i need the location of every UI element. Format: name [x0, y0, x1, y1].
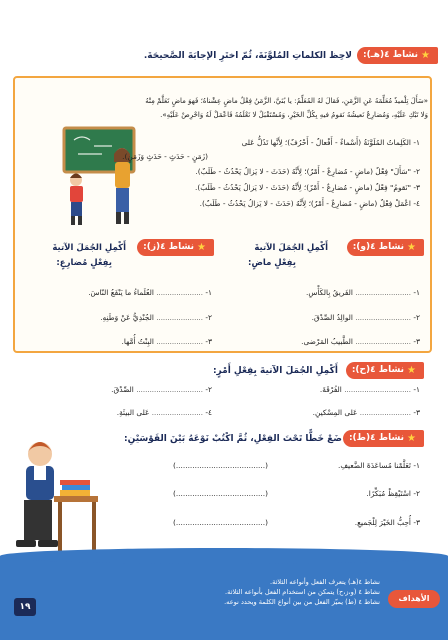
star-icon: ★: [407, 242, 416, 253]
activity-z-item-2: ٢- ..................... الجُنْدِيُّ عَنْ وَطَنِهِ.: [100, 313, 212, 322]
objective-3: نشاط ٤ (ط) يميّز الفعل من بين أنواع الكلمة ويحدد نوعه.: [224, 598, 380, 606]
activity-h-title: لاحِظ الكلماتِ المُلوَّنَةَ، ثُمّ اختَرِ الإجابَةَ الصَّحيحَةَ.: [143, 51, 352, 61]
objective-2: نشاط ٤ (و،ز،ح) يتمكن من استخدام الفعل بأنواعه الثلاثة.: [225, 588, 380, 596]
teacher-student-illustration: [42, 124, 152, 228]
passage-line-1: «سَأَلَ تِلْميذٌ مُعَلِّمَهُ عَنِ الزَّمَنِ، فَقالَ لهُ المُعَلِّمُ: يا بُنَيَّ، الزَّمَنُ فِعْلٌ ماضٍ عِشْناهُ؛ فَهوَ ماضٍ تَعَلَّمْ مِنْهُ: [145, 97, 428, 105]
activity-w-title: أَكْمِلِ الجُمَلَ الآتيةَ: [254, 243, 328, 253]
activity-w-subtitle: بِفِعْلٍ ماضٍ:: [248, 258, 296, 268]
activity-h2-item-2: ٢- .............................. الصِّدْقَ.: [111, 385, 212, 394]
activity-z-item-3: ٣- ..................... البِنْتُ أُمَّها.: [121, 337, 212, 346]
activity-w-item-3: ٣- ......................... الطَّبيبُ المَرْضى.: [301, 337, 420, 346]
activity-t-item-3: ٣- أُحِبُّ الخَيْرَ لِلْجَميعِ.: [354, 518, 420, 527]
question-2: ٢- "سَأَلَ" فِعْلٌ (ماضٍ - مُضارِعٌ - أَمْرٌ)؛ لِأَنَّهُ (حَدَثَ - لا يَزالُ يَحْدُثُ - طَلَبٌ).: [195, 167, 420, 176]
activity-t-item-1: ١- تَعَلَّمْنا مُساعَدَةَ الضَّعيفِ.: [337, 461, 420, 470]
activity-h2-title: أَكْمِلِ الجُمَلَ الآتيةَ بِفِعْلِ أَمْرٍ:: [212, 366, 338, 376]
activity-w-tag: ★ نشاط ٤(و):: [347, 239, 424, 256]
activity-h2-item-4: ٤- ....................... عَلى البيئَةِ.: [116, 408, 212, 417]
star-icon: ★: [197, 242, 206, 253]
passage-line-2: وَلا تَبْكِ عَلَيْهِ، وَمُضارِعٌ نَعيشُهُ نَقومُ فيهِ بِكُلِّ الخَيْرِ، وَمُسْتَقْبَلٌ لا نَعْلَمُهُ فَاعْمَلْ لَهُ وَاحْرِصْ عَلَيْهِ».: [160, 111, 428, 119]
question-1-options: (زَمَنٍ - حَدَثٍ - حَدَثٍ وَزَمَنٍ).: [122, 152, 208, 161]
activity-z-subtitle: بِفِعْلٍ مُضارِعٍ:: [56, 258, 112, 268]
star-icon: ★: [421, 50, 430, 61]
activity-z-tag: ★ نشاط ٤(ز):: [137, 239, 214, 256]
activity-h-tag-label: نشاط ٤(هـ):: [362, 50, 419, 60]
activity-t-blank-2: (......................................): [172, 489, 268, 498]
question-4: ٤- اعْمَلْ فِعْلٌ (ماضٍ - مُضارِعٌ - أَمْرٌ)؛ لِأَنَّهُ (حَدَثَ - لا يَزالُ يَحْدُثُ - طَلَبٌ).: [199, 199, 420, 208]
activity-t-tag: ★ نشاط ٤(ط):: [343, 430, 424, 447]
star-icon: ★: [407, 365, 416, 376]
boy-at-desk-illustration: [10, 436, 102, 566]
activity-z-title: أَكْمِلِ الجُمَلَ الآتيةَ: [52, 243, 126, 253]
activity-h2-tag: ★ نشاط ٤(ح):: [346, 362, 424, 379]
activity-h2-item-3: ٣- ....................... عَلى المِسْكينِ.: [312, 408, 420, 417]
activity-t-item-2: ٢- اسْتَيْقِظْ مُبَكِّرًا.: [366, 489, 420, 498]
activity-t-blank-1: (......................................): [172, 461, 268, 470]
activity-w-item-2: ٢- ......................... الوالِدُ الصِّدْقَ.: [311, 313, 420, 322]
activity-z-item-1: ١- ..................... العُلَماءُ ما يَنْفَعُ النّاسَ.: [88, 288, 212, 297]
activity-w-item-1: ١- ......................... الفَريقُ بِالكَأْسِ.: [306, 288, 420, 297]
question-1: ١- الكَلِماتُ المُلَوَّنَةُ (أَسْماءٌ - أَفْعالٌ - أَحْرُفٌ)؛ لِأَنَّها تَدُلُّ عَلى: [241, 138, 420, 147]
activity-h-tag: [357, 47, 438, 64]
activity-h2-item-1: ١- .............................. الفُرْقَةَ.: [319, 385, 420, 394]
page-number: ١٩: [14, 598, 36, 616]
star-icon: ★: [407, 433, 416, 444]
activity-t-blank-3: (......................................): [172, 518, 268, 527]
question-3: ٣- "نَقومُ" فِعْلٌ (ماضٍ - مُضارِعٌ - أَمْرٌ)؛ لِأَنَّهُ (حَدَثَ - لا يَزالُ يَحْدُثُ - طَلَبٌ).: [195, 183, 420, 192]
activity-t-title: ضَعْ خَطًّا تَحْتَ الفِعْلِ، ثُمَّ اكْتُبْ نَوْعَهُ بَيْنَ القَوْسَيْنِ:: [124, 434, 342, 444]
objective-1: نشاط ٤(هـ) يتعرف الفعل وأنواعه الثلاثة.: [269, 578, 380, 586]
objectives-badge: الأهداف: [388, 590, 440, 608]
